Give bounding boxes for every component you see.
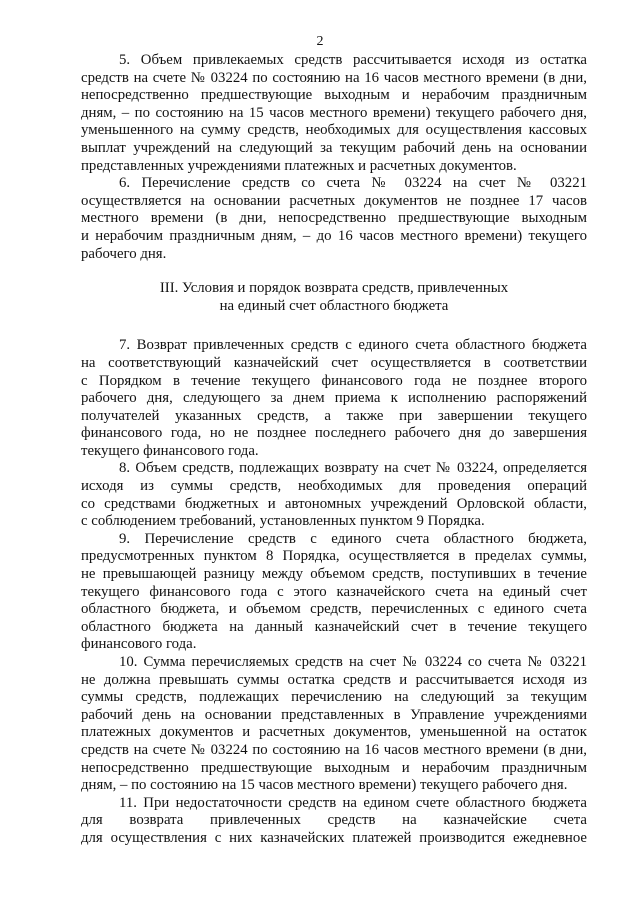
text-line: дням, – по состоянию на 15 часов местного времени) текущего рабочего дня, [81, 104, 587, 121]
paragraph-9 [81, 531, 587, 654]
text-line: дням, – по состоянию на 15 часов местного времени) текущего рабочего дня. [81, 777, 568, 794]
text-line: непосредственно предшествующие выходным и нерабочим праздничным [81, 759, 587, 776]
text-line: средств на счете № 03224 по состоянию на 16 часов местного времени (в дни, [81, 69, 587, 86]
text-line: рабочего дня. [81, 245, 167, 262]
paragraph-8 [81, 460, 587, 530]
text-line: для возврата привлеченных средств на казначейские счета [81, 812, 587, 829]
text-line: уменьшенного на сумму средств, необходимых для осуществления кассовых [81, 122, 587, 139]
text-line: для осуществления с них казначейских платежей производится ежедневное [81, 829, 587, 846]
text-line: не должна превышать суммы остатка средств и рассчитывается исходя из [81, 671, 587, 688]
paragraph-10 [81, 654, 587, 795]
text-line: осуществляется на основании расчетных документов не позднее 17 часов [81, 192, 587, 209]
text-line: текущего финансового года с этого казначейского счета на единый счет [81, 583, 587, 600]
text-line: представленных учреждениями платежных и расчетных документов. [81, 157, 517, 174]
text-line: областного бюджета на данный казначейский счет в течение текущего [81, 618, 587, 635]
heading-line: на единый счет областного бюджета [219, 297, 449, 314]
text-line: выплат учреждений на следующий за текущим рабочий день на основании [81, 139, 587, 156]
text-line: 10. Сумма перечисляемых средств на счет № 03224 со счета № 03221 [119, 654, 587, 670]
heading-line: III. Условия и порядок возврата средств, привлеченных [159, 280, 509, 297]
text-line: непосредственно предшествующие выходным и нерабочим праздничным [81, 87, 587, 104]
document-body [81, 52, 587, 848]
text-line: предусмотренных пунктом 8 Порядка, осуществляется в пределах суммы, [81, 548, 587, 565]
page-number: 2 [316, 34, 324, 49]
text-line: платежных документов и расчетных документов, уменьшенной на остаток [81, 724, 587, 741]
paragraph-5 [81, 52, 587, 175]
text-line: рабочего дня, следующего за днем приема к исполнению распоряжений [81, 390, 587, 407]
text-line: со средствами бюджетных и автономных учреждений Орловской области, [81, 495, 587, 512]
text-line: не превышающей разницу между объемом средств, поступивших в течение [81, 566, 587, 583]
text-line: финансового года, но не позднее последнего рабочего дня до завершения [81, 425, 587, 442]
text-line: 5. Объем привлекаемых средств рассчитывается исходя из остатка [119, 52, 587, 68]
paragraph-7 [81, 337, 587, 460]
text-line: текущего финансового года. [81, 442, 259, 459]
text-line: 6. Перечисление средств со счета № 03224 на счет № 03221 [119, 175, 587, 192]
section-heading [81, 280, 587, 315]
text-line: суммы средств, подлежащих перечислению на следующий за текущим [81, 689, 587, 706]
text-line: и нерабочим праздничным дням, – до 16 часов местного времени) текущего [81, 227, 587, 244]
text-line: 7. Возврат привлеченных средств с единого счета областного бюджета [119, 337, 587, 354]
text-line: с Порядком в течение текущего финансового года не позднее второго [81, 372, 587, 389]
paragraph-6 [81, 175, 587, 263]
text-line: местного времени (в дни, непосредственно предшествующие выходным [81, 210, 587, 227]
text-line: средств на счете № 03224 по состоянию на 16 часов местного времени (в дни, [81, 741, 587, 758]
text-line: 8. Объем средств, подлежащих возврату на счет № 03224, определяется [119, 460, 587, 477]
text-line: с соблюдением требований, установленных пунктом 9 Порядка. [81, 513, 485, 530]
text-line: финансового года. [81, 636, 197, 653]
text-line: 11. При недостаточности средств на едином счете областного бюджета [119, 794, 587, 811]
text-line: 9. Перечисление средств с единого счета областного бюджета, [119, 530, 587, 547]
text-line: исходя из суммы средств, необходимых для проведения операций [81, 478, 587, 495]
text-line: областного бюджета, и объемом средств, перечисленных с единого счета [81, 601, 587, 618]
paragraph-11 [81, 795, 587, 848]
text-line: рабочий день на основании представленных в Управление учреждениями [81, 706, 587, 723]
text-line: получателей указанных средств, а также при завершении текущего [81, 407, 587, 424]
text-line: на соответствующий казначейский счет осуществляется в соответствии [81, 354, 587, 371]
